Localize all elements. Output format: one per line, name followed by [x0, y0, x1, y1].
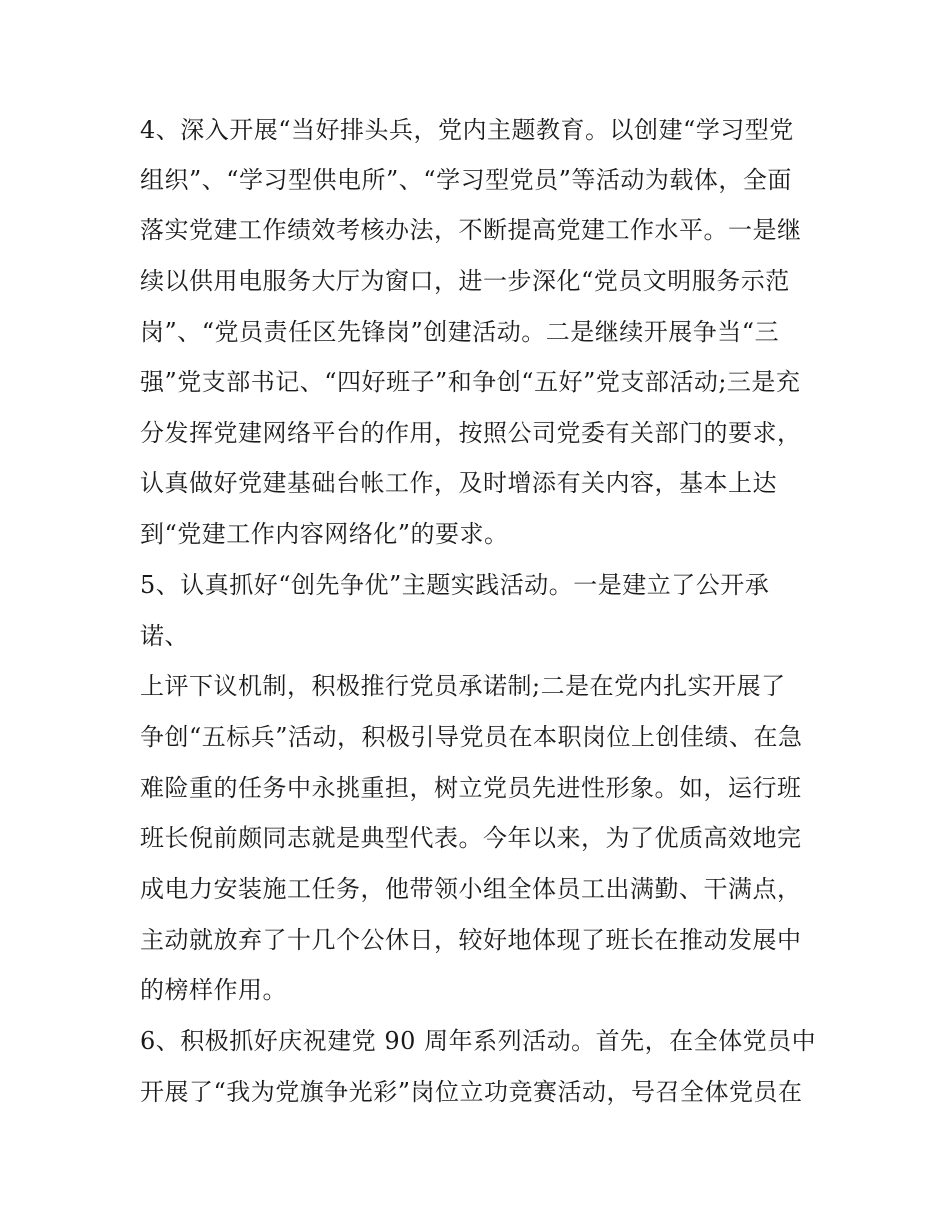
text-line: 难险重的任务中永挑重担，树立党员先进性形象。如，运行班: [140, 774, 802, 802]
text-line: 分发挥党建网络平台的作用，按照公司党委有关部门的要求，: [140, 419, 802, 447]
text-line: 强”党支部书记、“四好班子”和争创“五好”党支部活动;三是充: [140, 368, 801, 396]
text-line: 组织”、“学习型供电所”、“学习型党员”等活动为载体，全面: [140, 166, 792, 194]
text-line: 续以供用电服务大厅为窗口，进一步深化“党员文明服务示范: [140, 267, 790, 295]
text-line: 的榜样作用。: [140, 976, 287, 1004]
text-line: 诺、: [140, 622, 189, 650]
text-line: 开展了“我为党旗争光彩”岗位立功竞赛活动，号召全体党员在: [140, 1078, 803, 1106]
text-line: 5、认真抓好“创先争优”主题实践活动。一是建立了公开承: [140, 571, 770, 599]
text-line: 6、积极抓好庆祝建党 90 周年系列活动。首先，在全体党员中: [140, 1027, 817, 1055]
text-line: 争创“五标兵”活动，积极引导党员在本职岗位上创佳绩、在急: [140, 723, 803, 751]
text-line: 认真做好党建基础台帐工作，及时增添有关内容，基本上达: [140, 469, 777, 497]
text-line: 落实党建工作绩效考核办法，不断提高党建工作水平。一是继: [140, 216, 802, 244]
text-line: 上评下议机制，积极推行党员承诺制;二是在党内扎实开展了: [140, 672, 786, 700]
text-line: 岗”、“党员责任区先锋岗”创建活动。二是继续开展争当“三: [140, 318, 780, 346]
text-line: 主动就放弃了十几个公休日，较好地体现了班长在推动发展中: [140, 926, 802, 954]
text-line: 到“党建工作内容网络化”的要求。: [140, 520, 509, 548]
text-line: 班长倪前颇同志就是典型代表。今年以来，为了优质高效地完: [140, 824, 802, 852]
text-line: 成电力安装施工任务，他带领小组全体员工出满勤、干满点，: [140, 875, 802, 903]
text-line: 4、深入开展“当好排头兵，党内主题教育。以创建“学习型党: [140, 116, 794, 144]
